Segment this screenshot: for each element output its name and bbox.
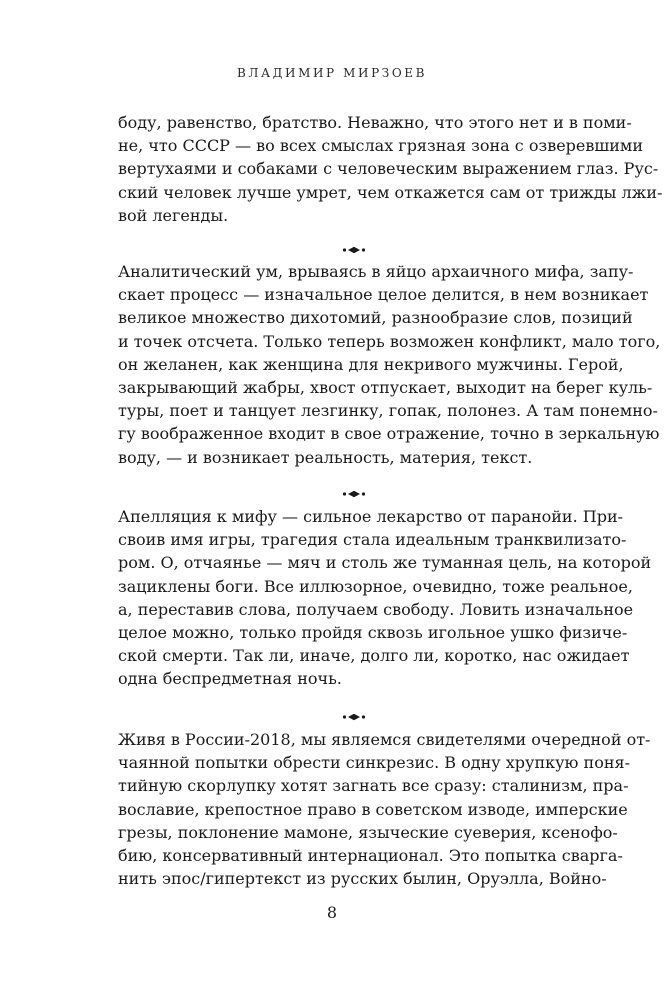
text-line: целое можно, только пройдя сквозь игольное ушко физиче- xyxy=(118,622,628,642)
text-line: одна беспредметная ночь. xyxy=(118,669,342,689)
text-line: великое множество дихотомий, разнообразие слов, позиций xyxy=(118,308,633,328)
text-line: вой легенды. xyxy=(118,205,229,225)
text-line: бию, консервативный интернационал. Это попытка сварга- xyxy=(118,845,623,865)
text-line: нить эпос/гипертекст из русских былин, Оруэлла, Войно- xyxy=(118,869,607,889)
text-line: туры, поет и танцует лезгинку, гопак, полонез. А там понемно- xyxy=(118,401,658,421)
text-line: он желанен, как женщина для некривого мужчины. Герой, xyxy=(118,354,624,374)
text-line: гу воображенное входит в свое отражение, точно в зеркальную xyxy=(118,424,660,444)
running-head: ВЛАДИМИР МИРЗОЕВ xyxy=(236,66,428,80)
text-line: и точек отсчета. Только теперь возможен конфликт, мало того, xyxy=(118,331,661,351)
text-line: а, переставив слова, получаем свободу. Ловить изначальное xyxy=(118,599,634,619)
text-line: скает процесс — изначальное целое делится, в нем возникает xyxy=(118,285,649,305)
page-number: 8 xyxy=(326,903,338,922)
divider-ornament-icon xyxy=(342,490,366,498)
divider-ornament-icon xyxy=(342,713,366,721)
divider-ornament-icon xyxy=(342,246,366,254)
paragraph-1 xyxy=(118,111,663,227)
text-line: боду, равенство, братство. Неважно, что этого нет и в поми- xyxy=(118,113,632,132)
text-line: тийную скорлупку хотят загнать все сразу: сталинизм, пра- xyxy=(118,776,629,796)
text-line: вославие, крепостное право в советском изводе, имперские xyxy=(118,799,628,819)
text-line: чаянной попытки обрести синкрезис. В одну хрупкую поня- xyxy=(118,753,631,773)
paragraph-4 xyxy=(118,728,651,890)
text-line: ром. О, отчаянье — мяч и столь же туманная цель, на которой xyxy=(118,553,652,573)
text-line: зациклены боги. Все иллюзорное, очевидно, тоже реальное, xyxy=(118,576,633,596)
text-line: Живя в России-2018, мы являемся свидетелями очередной от- xyxy=(118,730,651,749)
text-line: грезы, поклонение мамоне, языческие суеверия, ксенофо- xyxy=(118,822,618,842)
text-line: ский человек лучше умрет, чем откажется сам от трижды лжи- xyxy=(118,182,663,202)
text-line: вертухаями и собаками с человеческим выражением глаз. Рус- xyxy=(118,159,659,179)
paragraph-2 xyxy=(118,260,661,469)
text-line: воду, — и возникает реальность, материя, текст. xyxy=(118,447,533,467)
text-line: своив имя игры, трагедия стала идеальным транквилизато- xyxy=(118,530,627,550)
text-line: Апелляция к мифу — сильное лекарство от паранойи. При- xyxy=(118,507,624,526)
text-line: не, что СССР — во всех смыслах грязная зона с озверевшими xyxy=(118,136,644,156)
text-line: Аналитический ум, врываясь в яйцо архаичного мифа, запу- xyxy=(118,262,634,281)
text-line: ской смерти. Так ли, иначе, долго ли, коротко, нас ожидает xyxy=(118,646,630,666)
paragraph-3 xyxy=(118,505,652,691)
text-line: закрывающий жабры, хвост отпускает, выходит на берег куль- xyxy=(118,377,653,397)
